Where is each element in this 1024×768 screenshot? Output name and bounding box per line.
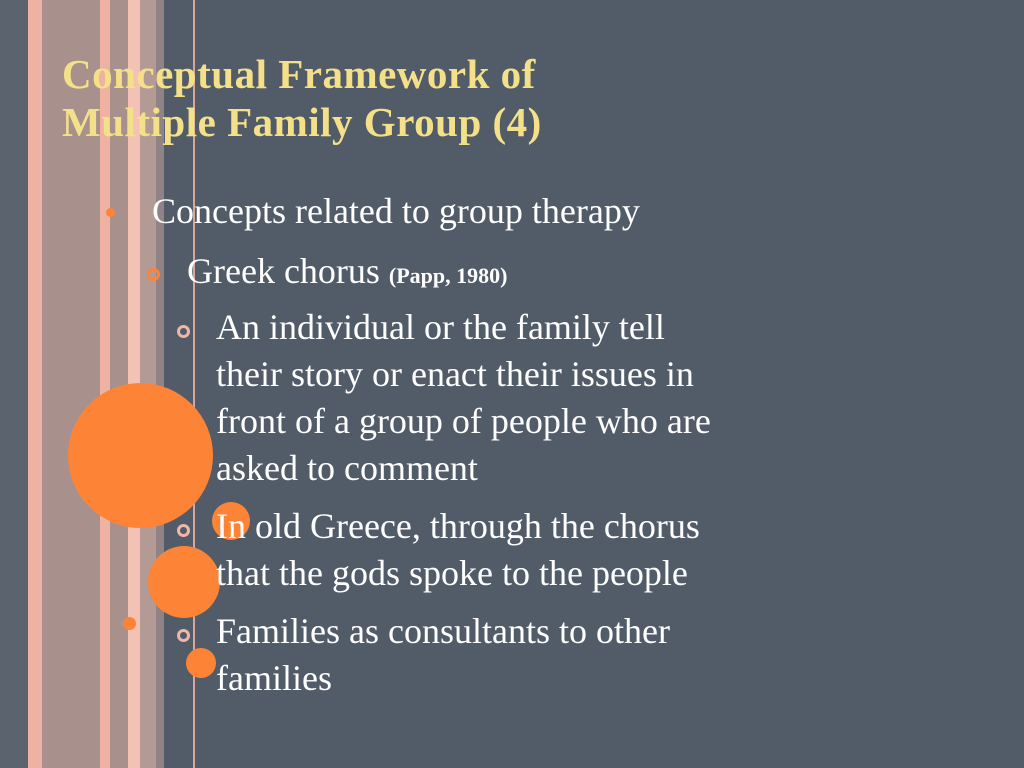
bullet-dot-icon [106,208,115,217]
sub-bullet-ring-icon [177,629,190,642]
small-orange-circle-bottom [186,648,216,678]
large-orange-circle [68,383,213,528]
sub-bullet-3-line: Families as consultants to other [216,611,670,651]
stripe-dark-left [0,0,28,768]
sub-bullet-2-line: In old Greece, through the chorus [216,506,700,546]
slide-title-line-2: Multiple Family Group (4) [62,99,542,145]
citation: (Papp, 1980) [388,263,508,288]
slide-title [62,50,962,146]
bullet-ring-icon [147,268,160,281]
sub-bullet-1-line: An individual or the family tell [216,307,665,347]
sub-bullet-1 [216,304,711,492]
sub-bullet-3 [216,608,670,702]
bullet-level-1: Concepts related to group therapy [152,191,640,231]
sub-bullet-ring-icon [177,325,190,338]
slide-title-line-1: Conceptual Framework of [62,51,536,97]
sub-bullet-1-line: front of a group of people who are [216,401,711,441]
sub-bullet-ring-icon [177,524,190,537]
sub-bullet-2-line: that the gods spoke to the people [216,553,688,593]
sub-bullet-2 [216,503,700,597]
bullet-level-2 [187,248,507,299]
sub-bullet-1-line: their story or enact their issues in [216,354,694,394]
tiny-orange-dot [123,617,136,630]
medium-orange-circle [148,546,220,618]
bullet-level-2-text: Greek chorus [187,251,389,291]
sub-bullet-1-line: asked to comment [216,448,478,488]
sub-bullet-3-line: families [216,658,332,698]
stripe-pink-1 [28,0,42,768]
